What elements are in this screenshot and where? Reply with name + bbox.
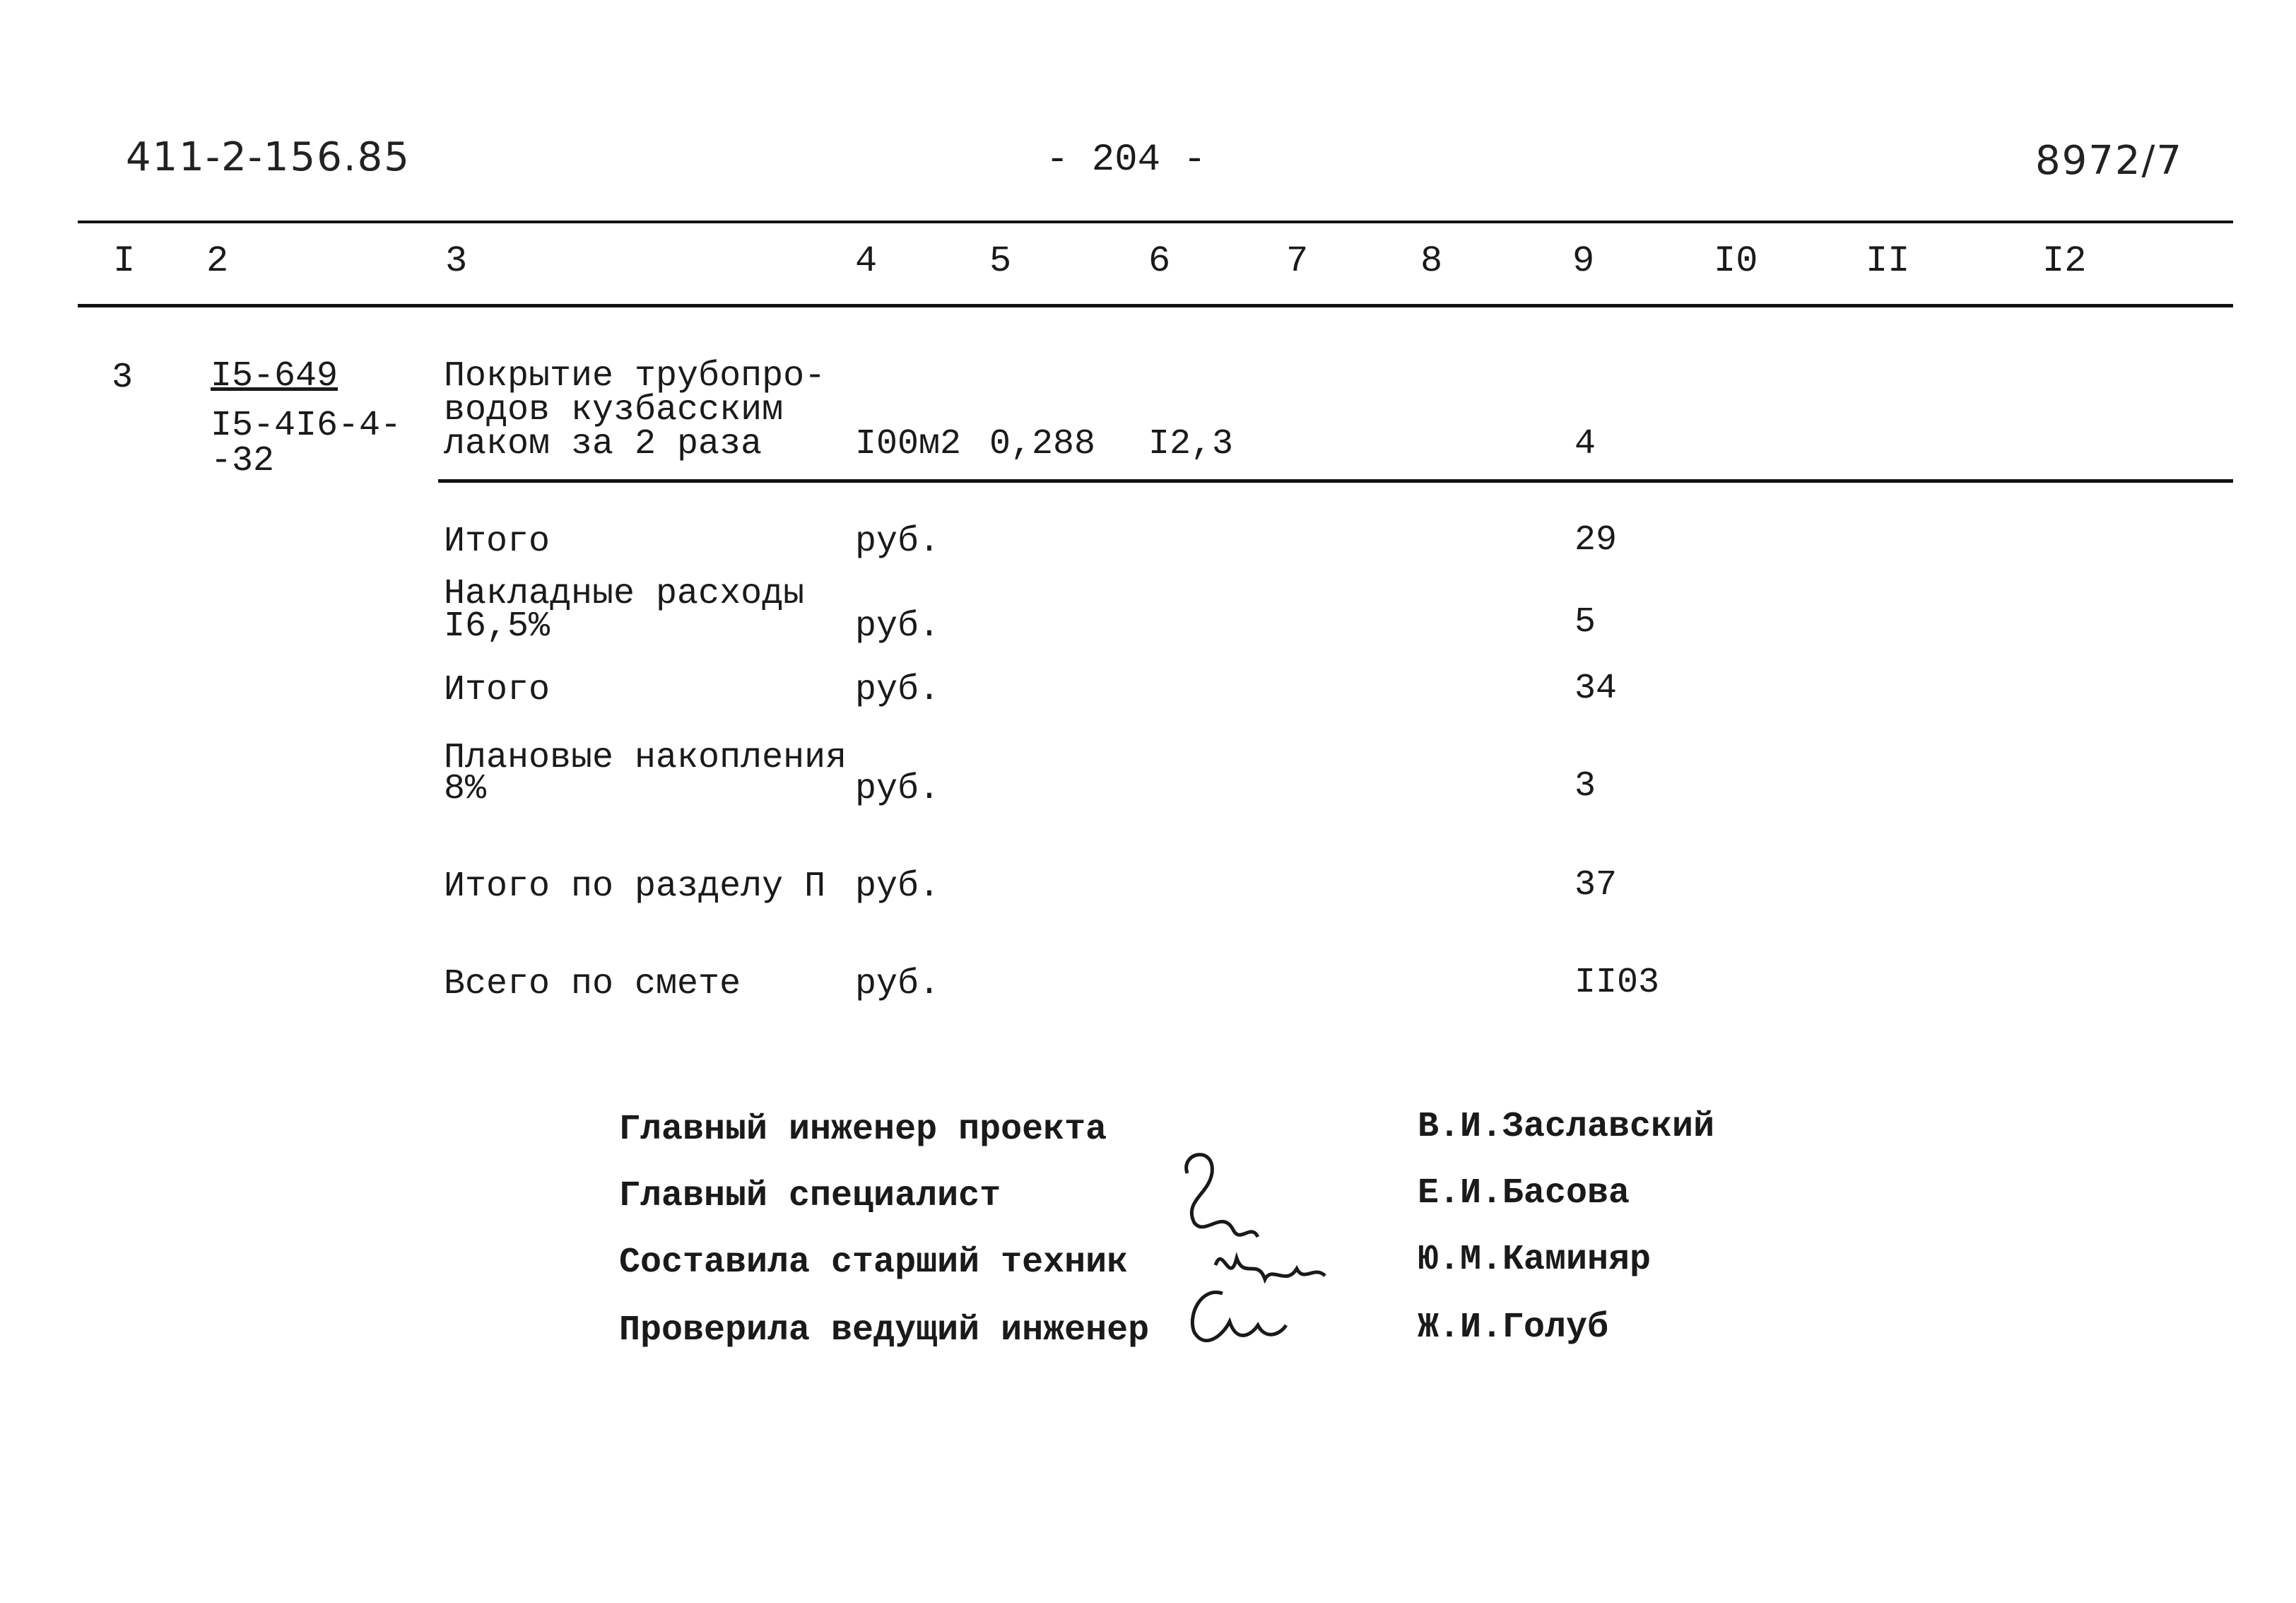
column-header-10: I0: [1714, 240, 1758, 282]
summary-label-5: Итого по разделу П: [444, 867, 826, 907]
item-code-top: I5-649: [211, 356, 338, 397]
column-header-9: 9: [1572, 240, 1595, 282]
column-header-7: 7: [1286, 240, 1309, 282]
column-header-2: 2: [206, 240, 229, 282]
signature-name-2: Е.И.Басова: [1418, 1173, 1630, 1214]
item-code-bottom-2: -32: [211, 441, 275, 481]
summary-unit-2: руб.: [855, 606, 941, 647]
signature-role-1: Главный инженер проекта: [619, 1110, 1107, 1150]
page-number: - 204 -: [1046, 139, 1206, 182]
column-header-11: II: [1866, 240, 1910, 282]
summary-label-2-rate: I6,5%: [444, 606, 551, 647]
signature-name-1: В.И.Заславский: [1418, 1107, 1715, 1147]
summary-label-2: Накладные расходы: [444, 574, 805, 614]
signature-role-3: Составила старший техник: [619, 1243, 1129, 1283]
summary-unit-6: руб.: [855, 964, 941, 1004]
summary-value-5: 37: [1574, 865, 1618, 905]
summary-label-6: Всего по смете: [444, 964, 741, 1004]
column-header-1: I: [113, 240, 136, 282]
item-unit: I00м2: [855, 424, 962, 464]
signature-name-3: Ю.М.Каминяр: [1418, 1240, 1652, 1280]
item-description-line-2: водов кузбасским: [444, 390, 784, 430]
document-code: 411-2-156.85: [126, 134, 411, 180]
summary-value-3: 34: [1574, 669, 1618, 709]
summary-value-2: 5: [1574, 602, 1596, 642]
summary-unit-3: руб.: [855, 670, 941, 710]
summary-unit-1: руб.: [855, 522, 941, 562]
summary-value-6: II03: [1574, 963, 1660, 1003]
summary-label-1: Итого: [444, 522, 551, 562]
column-header-4: 4: [855, 240, 878, 282]
column-header-5: 5: [989, 240, 1012, 282]
summary-value-1: 29: [1574, 520, 1618, 560]
column-header-3: 3: [445, 240, 468, 282]
handwritten-signatures: [1173, 1145, 1357, 1371]
signature-role-4: Проверила ведущий инженер: [619, 1310, 1150, 1351]
summary-unit-5: руб.: [855, 867, 941, 907]
item-number: 3: [112, 358, 134, 398]
item-description-line-3: лаком за 2 раза: [444, 424, 763, 464]
summary-value-4: 3: [1574, 766, 1596, 806]
summary-label-3: Итого: [444, 670, 551, 710]
header-bottom-rule: [78, 304, 2233, 307]
item-total: 4: [1574, 424, 1596, 464]
summary-unit-4: руб.: [855, 769, 941, 809]
item-price: I2,3: [1148, 424, 1234, 464]
column-header-12: I2: [2042, 240, 2087, 282]
sheet-code: 8972/7: [2035, 138, 2184, 184]
signature-name-4: Ж.И.Голуб: [1418, 1308, 1609, 1348]
item-description-line-1: Покрытие трубопро-: [444, 356, 826, 397]
column-header-6: 6: [1148, 240, 1171, 282]
summary-label-4-rate: 8%: [444, 769, 487, 809]
column-header-8: 8: [1420, 240, 1443, 282]
signature-role-2: Главный специалист: [619, 1176, 1001, 1216]
item-rule: [438, 479, 2233, 483]
summary-label-4: Плановые накопления: [444, 738, 847, 778]
header-top-rule: [78, 221, 2233, 223]
item-quantity: 0,288: [989, 424, 1096, 464]
item-code-bottom-1: I5-4I6-4-: [211, 406, 402, 446]
